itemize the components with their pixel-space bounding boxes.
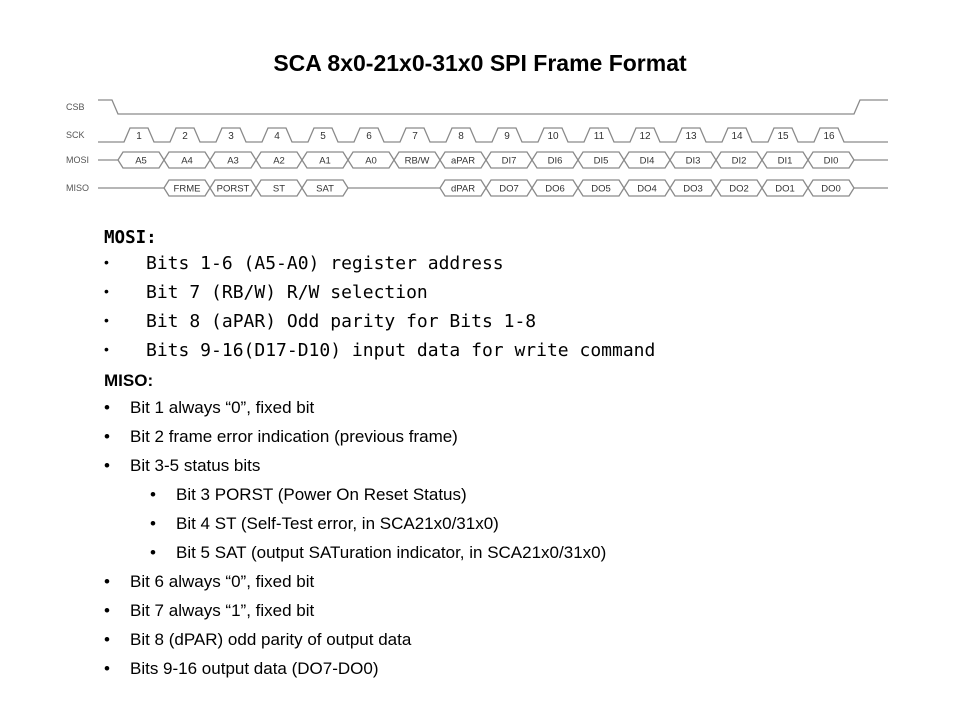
bullet-icon: • — [104, 456, 110, 475]
miso-sub-list-item — [150, 543, 606, 563]
bullet-icon: • — [104, 601, 110, 620]
mosi-bit-label-8: aPAR — [450, 155, 476, 167]
clock-number-8: 8 — [458, 131, 464, 142]
miso-bit-label-9: DO7 — [499, 183, 519, 195]
bullet-icon: • — [150, 485, 156, 504]
mosi-list-item — [104, 311, 536, 332]
miso-bit-label-12: DO4 — [637, 183, 657, 195]
mosi-list-item — [104, 282, 428, 303]
mosi-list-item — [104, 340, 655, 361]
miso-item-text: Bit 7 always “1”, fixed bit — [130, 601, 315, 620]
mosi-bit-label-1: A5 — [135, 155, 147, 167]
bullet-icon: • — [104, 572, 110, 591]
signal-name-mosi: MOSI — [66, 155, 90, 165]
sck-waveform — [98, 128, 888, 142]
mosi-bit-label-16: DI0 — [823, 155, 839, 167]
page-title: SCA 8x0-21x0-31x0 SPI Frame Format — [273, 50, 687, 76]
mosi-bit-label-15: DI1 — [777, 155, 793, 167]
mosi-bit-label-5: A1 — [319, 155, 331, 167]
mosi-bit-label-4: A2 — [273, 155, 285, 167]
bullet-icon: • — [104, 630, 110, 649]
miso-item-text: Bit 1 always “0”, fixed bit — [130, 398, 315, 417]
mosi-bit-label-12: DI4 — [639, 155, 655, 167]
miso-bit-label-15: DO1 — [775, 183, 795, 195]
miso-list-item — [104, 630, 411, 650]
mosi-bit-label-11: DI5 — [593, 155, 609, 167]
clock-number-15: 15 — [777, 131, 789, 142]
miso-bit-label-10: DO6 — [545, 183, 565, 195]
clock-number-2: 2 — [182, 131, 188, 142]
signal-name-miso: MISO — [66, 183, 90, 193]
clock-number-5: 5 — [320, 131, 326, 142]
clock-number-14: 14 — [731, 131, 743, 142]
miso-item-text: Bit 5 SAT (output SATuration indicator, in SCA21x0/31x0) — [176, 543, 607, 562]
miso-list-item — [104, 456, 260, 476]
mosi-bit-label-13: DI3 — [685, 155, 701, 167]
clock-number-11: 11 — [593, 131, 605, 142]
clock-number-13: 13 — [685, 131, 697, 142]
clock-number-12: 12 — [639, 131, 651, 142]
csb-waveform — [98, 100, 888, 114]
miso-list-item — [104, 601, 314, 621]
miso-bit-label-8: dPAR — [450, 183, 476, 195]
mosi-bit-label-9: DI7 — [501, 155, 517, 167]
spi-timing-diagram — [0, 0, 960, 210]
miso-sub-list-item — [150, 485, 467, 505]
clock-number-7: 7 — [412, 131, 418, 142]
miso-bit-label-14: DO2 — [729, 183, 749, 195]
clock-number-1: 1 — [136, 131, 142, 142]
miso-bit-label-13: DO3 — [683, 183, 703, 195]
mosi-item-text: Bits 9-16(D17-D10) input data for write command — [146, 340, 656, 361]
clock-number-10: 10 — [547, 131, 559, 142]
miso-item-text: Bit 3 PORST (Power On Reset Status) — [176, 485, 467, 504]
bullet-icon: • — [104, 659, 110, 678]
miso-bit-label-11: DO5 — [591, 183, 611, 195]
miso-item-text: Bit 2 frame error indication (previous frame) — [130, 427, 458, 446]
bullet-icon: • — [104, 341, 109, 357]
mosi-bit-label-2: A4 — [181, 155, 193, 167]
mosi-item-text: Bit 8 (aPAR) Odd parity for Bits 1-8 — [146, 311, 537, 332]
bullet-icon: • — [104, 283, 109, 299]
clock-number-4: 4 — [274, 131, 280, 142]
mosi-bit-label-3: A3 — [227, 155, 239, 167]
mosi-item-text: Bit 7 (RB/W) R/W selection — [146, 282, 428, 303]
miso-bit-label-5: SAT — [316, 183, 334, 195]
signal-name-sck: SCK — [66, 130, 85, 140]
clock-number-6: 6 — [366, 131, 372, 142]
miso-list-item — [104, 427, 458, 447]
miso-list-item — [104, 398, 314, 418]
clock-number-3: 3 — [228, 131, 234, 142]
miso-heading: MISO: — [104, 371, 154, 390]
mosi-bit-label-7: RB/W — [404, 155, 430, 167]
mosi-bit-label-14: DI2 — [731, 155, 747, 167]
mosi-bit-label-6: A0 — [365, 155, 377, 167]
mosi-heading: MOSI: — [104, 228, 157, 248]
clock-number-16: 16 — [823, 131, 835, 142]
bullet-icon: • — [104, 427, 110, 446]
bullet-icon: • — [104, 254, 109, 270]
mosi-list-item — [104, 253, 504, 274]
bullet-icon: • — [150, 514, 156, 533]
mosi-item-text: Bits 1-6 (A5-A0) register address — [146, 253, 504, 274]
miso-item-text: Bit 4 ST (Self-Test error, in SCA21x0/31x0) — [176, 514, 499, 533]
miso-sub-list-item — [150, 514, 499, 534]
mosi-bit-label-10: DI6 — [547, 155, 563, 167]
miso-item-text: Bits 9-16 output data (DO7-DO0) — [130, 659, 379, 678]
miso-bit-label-3: PORST — [216, 183, 250, 195]
miso-item-text: Bit 8 (dPAR) odd parity of output data — [130, 630, 412, 649]
clock-number-9: 9 — [504, 131, 510, 142]
signal-name-csb: CSB — [66, 102, 85, 112]
miso-bit-label-16: DO0 — [821, 183, 841, 195]
miso-bit-label-4: ST — [272, 183, 286, 195]
miso-item-text: Bit 3-5 status bits — [130, 456, 261, 475]
miso-list-item — [104, 572, 314, 592]
miso-list-item — [104, 659, 379, 679]
bullet-icon: • — [150, 543, 156, 562]
miso-item-text: Bit 6 always “0”, fixed bit — [130, 572, 315, 591]
bullet-icon: • — [104, 312, 109, 328]
miso-bit-label-2: FRME — [173, 183, 201, 195]
bullet-icon: • — [104, 398, 110, 417]
